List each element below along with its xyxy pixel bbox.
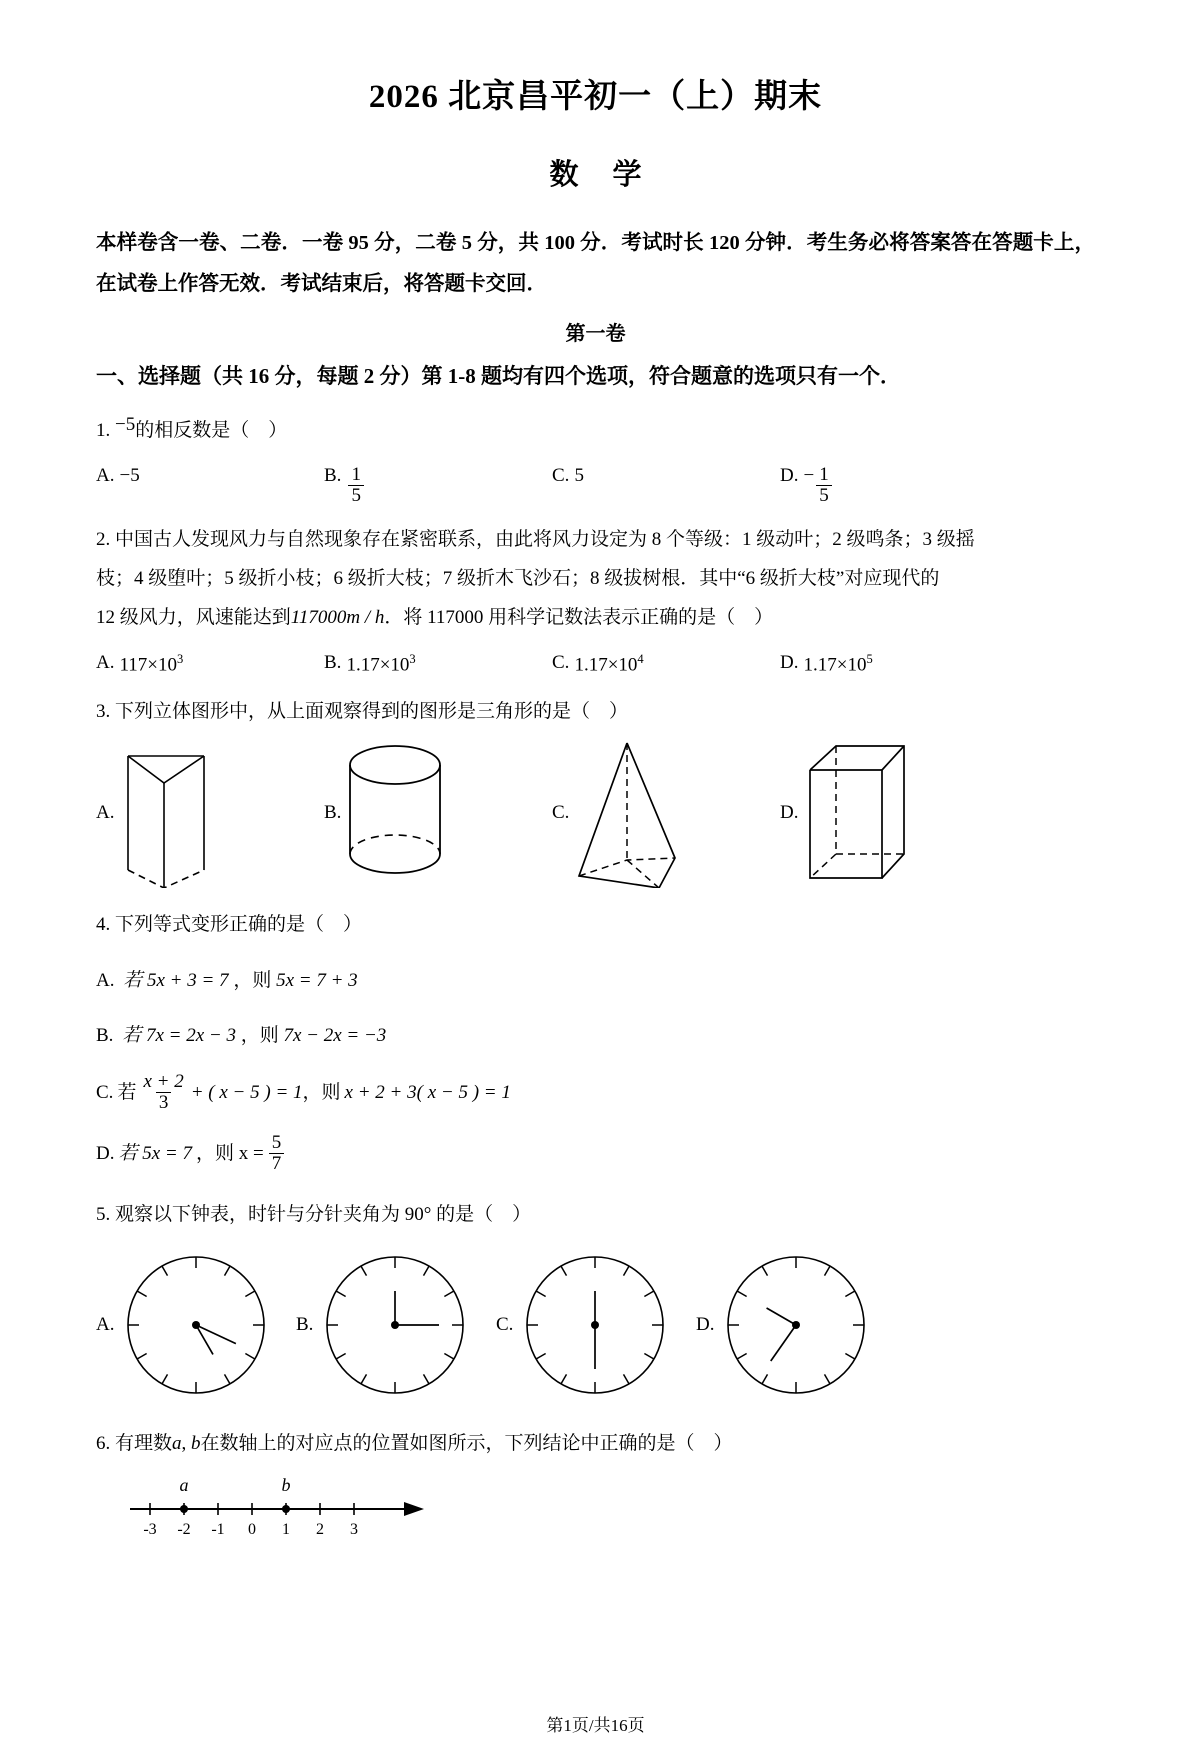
subject-char-1: 数 xyxy=(549,158,579,191)
volume-title: 第一卷 xyxy=(565,322,626,345)
q5-option-b-label: B. xyxy=(296,1313,314,1335)
question-6-var-b: b xyxy=(191,1432,201,1454)
question-5-number: 5. xyxy=(96,1204,111,1226)
question-2-stem xyxy=(96,521,1095,638)
exam-instructions: 本样卷含一卷、二卷．一卷 95 分，二卷 5 分，共 100 分．考试时长 120 分钟．考生务必将答案答在答题卡上，在试卷上作答无效．考试结束后，将答题卡交回． xyxy=(96,231,1095,295)
cylinder-icon xyxy=(343,738,448,888)
q5-option-d[interactable] xyxy=(696,1245,876,1405)
svg-text:1: 1 xyxy=(282,1520,290,1538)
q4-option-b-label: B. xyxy=(96,1025,114,1047)
svg-text:-1: -1 xyxy=(211,1520,225,1538)
q4-option-a[interactable] xyxy=(96,961,1095,1001)
question-3-text: 下列立体图形中，从上面观察得到的图形是三角形的是（ ） xyxy=(115,700,629,722)
question-2-line2: 枝；4 级堕叶；5 级折小枝；6 级折大枝；7 级折木飞沙石；8 级拔树根．其中“6 级折大枝”对应现代的 xyxy=(96,568,940,590)
option-b-fraction: $\frac{1}{5}$ xyxy=(348,465,364,506)
q4-option-c-prefix: 若 xyxy=(117,1081,137,1103)
question-6-comma: , xyxy=(181,1432,187,1454)
q4-option-a-sep: ，则 xyxy=(233,969,272,991)
option-d-sign: − xyxy=(803,464,815,486)
question-4-stem xyxy=(96,906,1095,945)
q5-option-a-label: A. xyxy=(96,1313,115,1335)
subject-title xyxy=(96,152,1095,193)
q4-option-d-sep: ，则 x = xyxy=(196,1142,264,1164)
svg-text:a: a xyxy=(179,1474,189,1495)
q3-option-c[interactable] xyxy=(552,738,780,888)
question-2-number: 2. xyxy=(96,529,111,551)
q4-option-d-prefix: 若 5x = 7 xyxy=(118,1142,192,1164)
svg-text:2: 2 xyxy=(316,1520,324,1538)
q2-option-c-label: C. xyxy=(552,652,570,674)
svg-text:b: b xyxy=(281,1474,291,1495)
q4-option-c-rhs: x + 2 + 3( x − 5 ) = 1 xyxy=(344,1081,511,1103)
option-d[interactable] xyxy=(780,465,834,506)
question-1-options xyxy=(96,465,1095,506)
question-1-text: 的相反数是（ ） xyxy=(135,419,288,441)
q4-option-c-label: C. xyxy=(96,1081,114,1103)
q4-option-c-sep: ，则 xyxy=(302,1081,341,1103)
subject-char-2: 学 xyxy=(612,158,642,191)
page-footer: 第1页/共16页 xyxy=(546,1716,645,1735)
option-a-label: A. xyxy=(96,464,115,486)
q3-option-b-label: B. xyxy=(324,801,342,823)
question-5-text: 观察以下钟表，时针与分针夹角为 90° 的是（ ） xyxy=(115,1204,532,1226)
question-6-number: 6. xyxy=(96,1432,111,1454)
option-a-text: −5 xyxy=(119,464,140,486)
q2-option-d-text: $1.17\times 10^5$ xyxy=(803,652,873,676)
svg-text:0: 0 xyxy=(248,1520,256,1538)
q5-option-c[interactable] xyxy=(496,1245,696,1405)
option-c-label: C. xyxy=(552,464,570,486)
q4-option-d-fraction: $\frac{5}{7}$ xyxy=(269,1133,285,1174)
question-2-line3a: 12 级风力，风速能达到 xyxy=(96,607,291,629)
q3-option-d[interactable] xyxy=(780,738,910,888)
question-4-number: 4. xyxy=(96,913,111,935)
q4-option-b[interactable] xyxy=(96,1016,1095,1056)
q5-option-c-label: C. xyxy=(496,1313,514,1335)
question-5-clocks xyxy=(96,1245,1095,1405)
question-2-options xyxy=(96,652,1095,676)
option-d-fraction: $\frac{1}{5}$ xyxy=(816,465,832,506)
clock-face-b-icon xyxy=(315,1245,475,1405)
svg-text:-3: -3 xyxy=(143,1520,157,1538)
pyramid-icon xyxy=(571,738,683,888)
option-b[interactable] xyxy=(324,465,552,506)
exam-page xyxy=(0,78,1191,1762)
section-heading: 一、选择题（共 16 分，每题 2 分）第 1-8 题均有四个选项，符合题意的选项只有一个． xyxy=(96,363,901,388)
option-c-text: 5 xyxy=(574,464,584,486)
q4-option-c-fraction: $\frac{x + 2}{3}$ xyxy=(143,1071,184,1114)
question-4-text: 下列等式变形正确的是（ ） xyxy=(115,913,363,935)
q4-option-b-sep: ，则 xyxy=(240,1025,279,1047)
question-1-number: 1. xyxy=(96,419,111,441)
svg-text:-2: -2 xyxy=(177,1520,191,1538)
q2-option-b[interactable] xyxy=(324,652,552,676)
option-b-label: B. xyxy=(324,464,342,486)
question-6-var-a: a xyxy=(172,1432,182,1454)
question-6-stem xyxy=(96,1425,1095,1464)
question-3-stem xyxy=(96,693,1095,732)
cuboid-icon xyxy=(800,738,910,888)
page-title: 2026 北京昌平初一（上）期末 xyxy=(368,79,823,115)
q2-option-a-label: A. xyxy=(96,652,115,674)
q2-option-a[interactable] xyxy=(96,652,324,676)
q3-option-a-label: A. xyxy=(96,801,115,823)
question-6-text-b: 在数轴上的对应点的位置如图所示，下列结论中正确的是（ ） xyxy=(200,1432,733,1454)
clock-face-d-icon xyxy=(716,1245,876,1405)
q2-option-a-text: $117\times 10^3$ xyxy=(119,652,184,676)
option-c[interactable] xyxy=(552,465,780,487)
question-6-number-line xyxy=(114,1474,1095,1554)
question-2-line1: 中国古人发现风力与自然现象存在紧密联系，由此将风力设定为 8 个等级：1 级动叶；2 级鸣条；3 级摇 xyxy=(115,529,975,551)
q4-option-b-rhs: 7x − 2x = −3 xyxy=(283,1025,387,1047)
question-2-line3c: ．将 117000 用科学记数法表示正确的是（ ） xyxy=(384,607,774,629)
question-1-value: −5 xyxy=(115,413,136,435)
q2-option-d[interactable] xyxy=(780,652,873,676)
q4-option-b-lhs: 若 7x = 2x − 3 xyxy=(122,1025,236,1047)
clock-face-a-icon xyxy=(116,1245,276,1405)
svg-text:3: 3 xyxy=(350,1520,358,1538)
option-a[interactable] xyxy=(96,465,324,487)
q5-option-b[interactable] xyxy=(296,1245,496,1405)
question-1-stem xyxy=(96,406,1095,451)
q5-option-d-label: D. xyxy=(696,1313,715,1335)
q2-option-d-label: D. xyxy=(780,652,799,674)
question-6-text-a: 有理数 xyxy=(115,1432,173,1454)
q4-option-d[interactable] xyxy=(96,1133,1095,1174)
q4-option-a-lhs: 若 5x + 3 = 7 xyxy=(123,969,229,991)
clock-face-c-icon xyxy=(515,1245,675,1405)
q4-option-d-label: D. xyxy=(96,1142,115,1164)
q2-option-c[interactable] xyxy=(552,652,780,676)
q2-option-b-label: B. xyxy=(324,652,342,674)
q5-option-a[interactable] xyxy=(96,1245,296,1405)
triangular-prism-icon xyxy=(116,738,216,888)
question-3-figures xyxy=(96,738,1095,888)
question-5-stem xyxy=(96,1196,1095,1235)
q4-option-a-label: A. xyxy=(96,969,115,991)
q3-option-c-label: C. xyxy=(552,801,570,823)
q4-option-a-rhs: 5x = 7 + 3 xyxy=(276,969,358,991)
q3-option-a[interactable] xyxy=(96,738,324,888)
q3-option-d-label: D. xyxy=(780,801,799,823)
question-3-number: 3. xyxy=(96,700,111,722)
q2-option-c-text: $1.17\times 10^4$ xyxy=(574,652,644,676)
q4-option-c-mid: + ( x − 5 ) = 1 xyxy=(190,1081,303,1103)
q4-option-c[interactable] xyxy=(96,1072,1095,1113)
option-d-label: D. xyxy=(780,464,799,486)
q2-option-b-text: $1.17\times 10^3$ xyxy=(346,652,416,676)
question-2-speed-value: 117000m / h xyxy=(290,607,385,629)
q3-option-b[interactable] xyxy=(324,738,552,888)
